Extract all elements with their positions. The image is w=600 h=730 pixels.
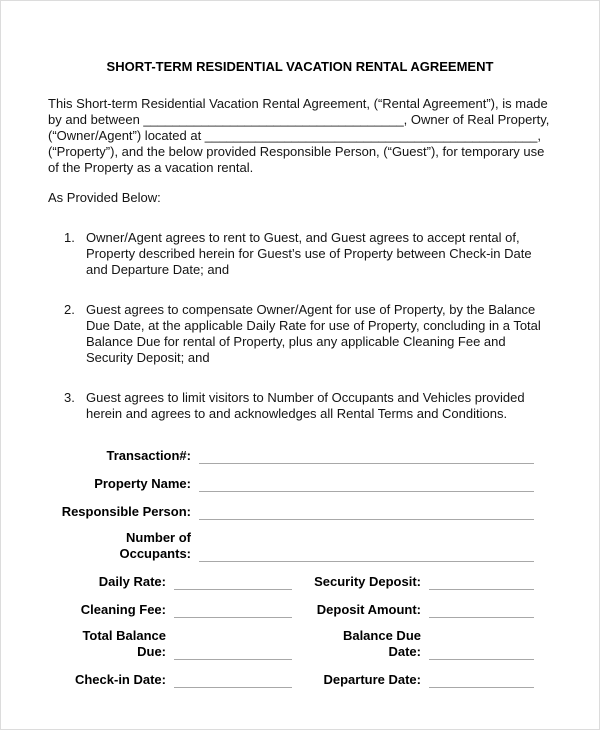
- clause-number: 3.: [64, 390, 75, 405]
- form-row-cleaning-deposit: [48, 600, 534, 618]
- clause-text: Guest agrees to limit visitors to Number of Occupants and Vehicles provided herein and agrees to and acknowledges all Rental Terms and Conditions.: [86, 390, 525, 421]
- security-deposit-label: Security Deposit:: [314, 574, 421, 589]
- total-balance-due-label: Total Balance Due:: [82, 628, 166, 659]
- clause-number: 2.: [64, 302, 75, 317]
- balance-due-date-blank: [429, 642, 534, 660]
- cleaning-fee-blank: [174, 600, 292, 618]
- responsible-person-blank: [199, 502, 534, 520]
- clause-text: Guest agrees to compensate Owner/Agent for use of Property, by the Balance Due Date, at the applicable Daily Rate for use of Property, concluding in a Total Balance Due for rental of Property, plus any applicable Cleaning Fee and Security Deposit; and: [86, 302, 541, 365]
- security-deposit-blank: [429, 572, 534, 590]
- number-of-occupants-blank: [199, 544, 534, 562]
- form-row-property-name: [48, 474, 534, 492]
- daily-rate-label: Daily Rate:: [98, 574, 166, 589]
- transaction-number-blank: [199, 446, 534, 464]
- form-row-rate-deposit: [48, 572, 534, 590]
- departure-date-blank: [429, 670, 534, 688]
- intro-paragraph: This Short-term Residential Vacation Rental Agreement, (“Rental Agreement”), is made by and between ____________________________________, Owner of Real Property, (“Owner/Agent”) located at ______________________________________________, (“Property”), and the below provided Responsible Person, (“Guest”), for temporary use of the Property as a vacation rental.: [48, 96, 550, 175]
- clause-list: [48, 230, 552, 422]
- deposit-amount-label: Deposit Amount:: [316, 602, 421, 617]
- property-name-label: Property Name:: [94, 476, 191, 491]
- total-balance-due-blank: [174, 642, 292, 660]
- clause-number: 1.: [64, 230, 75, 245]
- check-in-date-label: Check-in Date:: [74, 672, 166, 687]
- clause-item-1: [48, 230, 552, 278]
- transaction-number-label: Transaction#:: [106, 448, 191, 463]
- daily-rate-blank: [174, 572, 292, 590]
- check-in-date-blank: [174, 670, 292, 688]
- clause-text: Owner/Agent agrees to rent to Guest, and Guest agrees to accept rental of, Property described herein for Guest’s use of Property between Check-in Date and Departure Date; and: [86, 230, 532, 277]
- responsible-person-label: Responsible Person:: [61, 504, 191, 519]
- form-row-responsible-person: [48, 502, 534, 520]
- document-title: SHORT-TERM RESIDENTIAL VACATION RENTAL AGREEMENT: [106, 59, 494, 74]
- clause-item-3: [48, 390, 552, 422]
- clause-item-2: [48, 302, 552, 366]
- deposit-amount-blank: [429, 600, 534, 618]
- property-name-blank: [199, 474, 534, 492]
- form-row-dates: [48, 670, 534, 688]
- rental-details-form: [48, 446, 552, 688]
- number-of-occupants-label: Number of Occupants:: [119, 530, 191, 561]
- form-row-occupants: [48, 530, 534, 562]
- balance-due-date-label: Balance Due Date:: [342, 628, 421, 659]
- form-row-balance: [48, 628, 534, 660]
- form-row-transaction: [48, 446, 534, 464]
- as-provided-line: As Provided Below:: [48, 190, 161, 205]
- departure-date-label: Departure Date:: [323, 672, 421, 687]
- cleaning-fee-label: Cleaning Fee:: [80, 602, 166, 617]
